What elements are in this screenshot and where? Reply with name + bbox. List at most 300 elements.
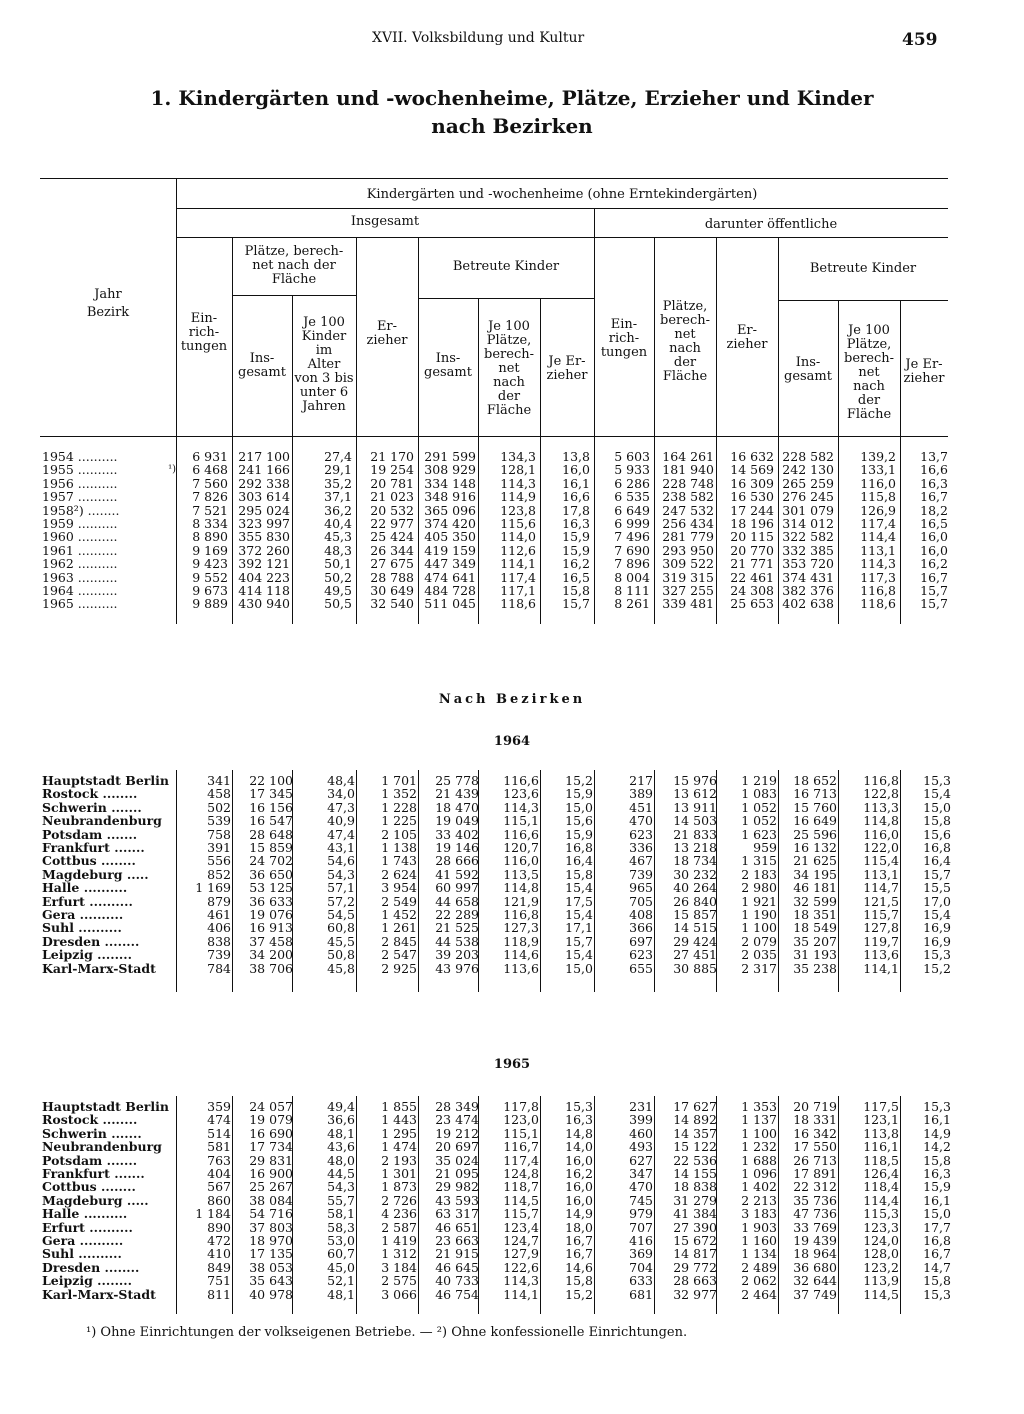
cell-betreute-je-erzieher: 18,0 — [565, 1219, 593, 1235]
cell-oe-einrichtungen: 704 — [629, 1259, 653, 1275]
cell-betreute-insgesamt: 46 651 — [435, 1219, 479, 1235]
cell-oe-erzieher: 24 308 — [730, 583, 774, 599]
table-row — [40, 1247, 951, 1260]
cell-oe-einrichtungen: 231 — [629, 1099, 653, 1114]
cell-plaetze-je-100-kinder: 54,5 — [327, 907, 355, 923]
cell-row-label: Cottbus ........ — [42, 1179, 136, 1195]
cell-row-label: 1965 .......... — [42, 596, 118, 612]
cell-betreute-je-erzieher: 14,8 — [565, 1125, 593, 1141]
cell-row-label: 1954 .......... — [42, 449, 118, 464]
cell-oe-plaetze: 30 232 — [673, 866, 717, 882]
cell-plaetze-je-100-kinder: 54,6 — [327, 853, 355, 869]
cell-betreute-insgesamt: 291 599 — [424, 449, 476, 464]
cell-oe-einrichtungen: 739 — [629, 866, 653, 882]
cell-oe-plaetze: 30 885 — [673, 960, 717, 976]
cell-erzieher: 1 295 — [381, 1125, 417, 1141]
cell-oe-erzieher: 1 232 — [741, 1139, 777, 1155]
cell-oe-erzieher: 1 623 — [741, 826, 777, 842]
cell-footnote-mark — [166, 477, 176, 490]
cell-plaetze-je-100-kinder: 49,5 — [324, 583, 352, 599]
table-row — [40, 774, 951, 787]
cell-oe-plaetze: 29 424 — [673, 933, 717, 949]
cell-oe-betreute-je-erzieher: 15,9 — [923, 1179, 951, 1195]
cell-einrichtungen: 514 — [207, 1125, 231, 1141]
cell-betreute-insgesamt: 19 212 — [435, 1125, 479, 1141]
cell-footnote-mark — [169, 841, 179, 854]
cell-footnote-mark — [169, 1247, 179, 1260]
cell-oe-plaetze: 14 515 — [673, 920, 717, 936]
table-row — [40, 1234, 951, 1247]
cell-plaetze-je-100-kinder: 47,4 — [327, 826, 355, 842]
cell-erzieher: 4 236 — [381, 1206, 417, 1222]
table-row — [40, 490, 948, 503]
cell-oe-betreute-insgesamt: 31 193 — [793, 947, 837, 963]
cell-betreute-je-erzieher: 14,9 — [565, 1206, 593, 1222]
cell-plaetze-insgesamt: 36 633 — [249, 893, 293, 909]
cell-row-label: Rostock ........ — [42, 786, 138, 802]
cell-plaetze-insgesamt: 16 547 — [249, 813, 293, 829]
cell-oe-plaetze: 14 817 — [673, 1246, 717, 1262]
cell-footnote-mark — [169, 1221, 179, 1234]
cell-row-label: 1964 .......... — [42, 583, 118, 599]
header-betreute-ins: Ins- gesamt — [424, 351, 472, 380]
cell-betreute-insgesamt: 23 474 — [435, 1112, 479, 1128]
cell-row-label: Erfurt .......... — [42, 1219, 133, 1235]
cell-oe-erzieher: 25 653 — [730, 596, 774, 612]
cell-einrichtungen: 758 — [207, 826, 231, 842]
cell-row-label: Dresden ........ — [42, 1259, 140, 1275]
cell-oe-erzieher: 1 052 — [741, 799, 777, 815]
cell-oe-betreute-insgesamt: 15 760 — [793, 799, 837, 815]
cell-footnote-mark — [169, 962, 179, 975]
cell-oe-betreute-je-100-plaetze: 117,3 — [860, 569, 896, 585]
table-row — [40, 1288, 951, 1301]
cell-oe-erzieher: 1 219 — [741, 773, 777, 788]
header-rule-3 — [176, 237, 948, 238]
cell-betreute-je-100-plaetze: 120,7 — [503, 840, 539, 856]
cell-footnote-mark — [169, 828, 179, 841]
cell-betreute-je-erzieher: 15,2 — [565, 1286, 593, 1302]
cell-oe-betreute-insgesamt: 16 649 — [793, 813, 837, 829]
cell-oe-einrichtungen: 470 — [629, 813, 653, 829]
cell-betreute-je-100-plaetze: 128,1 — [500, 462, 536, 478]
cell-betreute-je-erzieher: 16,3 — [565, 1112, 593, 1128]
table-row — [40, 921, 951, 934]
cell-row-label: 1955 .......... — [42, 462, 118, 478]
cell-erzieher: 1 743 — [381, 853, 417, 869]
cell-plaetze-je-100-kinder: 45,8 — [327, 960, 355, 976]
cell-oe-einrichtungen: 493 — [629, 1139, 653, 1155]
table-row — [40, 1221, 951, 1234]
cell-plaetze-je-100-kinder: 43,1 — [327, 840, 355, 856]
cell-oe-betreute-je-erzieher: 16,2 — [920, 556, 948, 572]
cell-einrichtungen: 860 — [207, 1192, 231, 1208]
table-1964 — [40, 774, 951, 975]
cell-plaetze-je-100-kinder: 40,9 — [327, 813, 355, 829]
cell-betreute-je-100-plaetze: 127,3 — [503, 920, 539, 936]
cell-footnote-mark — [169, 1127, 179, 1140]
cell-einrichtungen: 539 — [207, 813, 231, 829]
cell-betreute-insgesamt: 44 538 — [435, 933, 479, 949]
cell-oe-einrichtungen: 7 496 — [614, 529, 650, 545]
cell-footnote-mark — [166, 490, 176, 503]
table-row — [40, 1113, 951, 1126]
cell-plaetze-je-100-kinder: 54,3 — [327, 866, 355, 882]
table-row — [40, 854, 951, 867]
cell-einrichtungen: 8 334 — [192, 516, 228, 532]
cell-oe-einrichtungen: 369 — [629, 1246, 653, 1262]
cell-oe-betreute-je-erzieher: 14,7 — [923, 1259, 951, 1275]
cell-erzieher: 1 261 — [381, 920, 417, 936]
cell-oe-betreute-je-100-plaetze: 113,3 — [863, 799, 899, 815]
cell-oe-plaetze: 228 748 — [662, 475, 714, 491]
cell-row-label: 1958²) ........ — [42, 502, 120, 518]
cell-oe-plaetze: 256 434 — [662, 516, 714, 532]
cell-betreute-je-100-plaetze: 117,1 — [500, 583, 536, 599]
cell-betreute-je-100-plaetze: 123,6 — [503, 786, 539, 802]
cell-erzieher: 21 170 — [370, 449, 414, 464]
cell-betreute-je-erzieher: 16,0 — [565, 1152, 593, 1168]
cell-oe-einrichtungen: 707 — [629, 1219, 653, 1235]
cell-oe-betreute-je-100-plaetze: 126,9 — [860, 502, 896, 518]
cell-oe-betreute-insgesamt: 18 331 — [793, 1112, 837, 1128]
cell-betreute-je-erzieher: 15,4 — [565, 947, 593, 963]
cell-plaetze-insgesamt: 16 913 — [249, 920, 293, 936]
cell-oe-betreute-insgesamt: 18 549 — [793, 920, 837, 936]
cell-betreute-je-erzieher: 16,0 — [565, 1179, 593, 1195]
cell-betreute-je-erzieher: 15,7 — [565, 933, 593, 949]
cell-plaetze-insgesamt: 303 614 — [238, 489, 290, 505]
cell-footnote-mark — [169, 1274, 179, 1287]
cell-einrichtungen: 474 — [207, 1112, 231, 1128]
cell-oe-plaetze: 27 451 — [673, 947, 717, 963]
cell-betreute-insgesamt: 41 592 — [435, 866, 479, 882]
cell-plaetze-insgesamt: 16 900 — [249, 1166, 293, 1182]
stub-header: Jahr Bezirk — [86, 287, 130, 320]
cell-oe-betreute-je-erzieher: 15,4 — [923, 907, 951, 923]
cell-oe-betreute-je-erzieher: 15,3 — [923, 1099, 951, 1114]
cell-plaetze-insgesamt: 372 260 — [238, 542, 290, 558]
cell-einrichtungen: 9 673 — [192, 583, 228, 599]
cell-einrichtungen: 1 169 — [195, 880, 231, 896]
cell-footnote-mark — [169, 935, 179, 948]
cell-betreute-je-erzieher: 15,8 — [565, 1273, 593, 1289]
cell-plaetze-je-100-kinder: 48,4 — [327, 773, 355, 788]
cell-row-label: Hauptstadt Berlin — [42, 1099, 169, 1114]
cell-oe-erzieher: 1 190 — [741, 907, 777, 923]
cell-oe-erzieher: 2 213 — [741, 1192, 777, 1208]
cell-oe-plaetze: 18 734 — [673, 853, 717, 869]
cell-oe-betreute-insgesamt: 228 582 — [782, 449, 834, 464]
header-rule-2 — [176, 208, 948, 209]
cell-oe-betreute-je-erzieher: 15,5 — [923, 880, 951, 896]
cell-betreute-insgesamt: 33 402 — [435, 826, 479, 842]
header-darunter: darunter öffentliche — [704, 217, 838, 232]
cell-oe-erzieher: 18 196 — [730, 516, 774, 532]
cell-betreute-je-erzieher: 15,0 — [565, 960, 593, 976]
cell-plaetze-insgesamt: 34 200 — [249, 947, 293, 963]
cell-oe-erzieher: 959 — [753, 840, 777, 856]
cell-oe-plaetze: 13 911 — [673, 799, 717, 815]
cell-plaetze-insgesamt: 35 643 — [249, 1273, 293, 1289]
cell-oe-erzieher: 1 083 — [741, 786, 777, 802]
cell-oe-einrichtungen: 8 261 — [614, 596, 650, 612]
cell-betreute-insgesamt: 28 349 — [435, 1099, 479, 1114]
cell-footnote-mark — [166, 597, 176, 610]
cell-oe-betreute-insgesamt: 16 132 — [793, 840, 837, 856]
cell-einrichtungen: 9 169 — [192, 542, 228, 558]
cell-plaetze-je-100-kinder: 45,5 — [327, 933, 355, 949]
section-1964: 1964 — [493, 734, 531, 749]
cell-betreute-je-100-plaetze: 114,3 — [503, 1273, 539, 1289]
cell-footnote-mark — [169, 1140, 179, 1153]
cell-oe-betreute-je-100-plaetze: 122,8 — [863, 786, 899, 802]
cell-betreute-insgesamt: 447 349 — [424, 556, 476, 572]
cell-oe-einrichtungen: 7 690 — [614, 542, 650, 558]
cell-oe-betreute-je-erzieher: 15,7 — [923, 866, 951, 882]
cell-betreute-je-100-plaetze: 115,1 — [503, 1125, 539, 1141]
cell-betreute-insgesamt: 63 317 — [435, 1206, 479, 1222]
cell-footnote-mark — [166, 544, 176, 557]
cell-betreute-je-erzieher: 16,0 — [562, 462, 590, 478]
table-row — [40, 1180, 951, 1193]
cell-oe-plaetze: 31 279 — [673, 1192, 717, 1208]
cell-betreute-insgesamt: 35 024 — [435, 1152, 479, 1168]
cell-einrichtungen: 9 552 — [192, 569, 228, 585]
cell-oe-betreute-je-erzieher: 15,8 — [923, 1273, 951, 1289]
cell-footnote-mark — [166, 504, 176, 517]
cell-oe-erzieher: 16 632 — [730, 449, 774, 464]
cell-oe-betreute-je-100-plaetze: 123,3 — [863, 1219, 899, 1235]
cell-plaetze-insgesamt: 24 057 — [249, 1099, 293, 1114]
cell-plaetze-insgesamt: 25 267 — [249, 1179, 293, 1195]
cell-betreute-je-100-plaetze: 114,0 — [500, 529, 536, 545]
cell-oe-betreute-insgesamt: 314 012 — [782, 516, 834, 532]
cell-plaetze-je-100-kinder: 49,4 — [327, 1099, 355, 1114]
cell-einrichtungen: 359 — [207, 1099, 231, 1114]
cell-oe-betreute-je-erzieher: 15,7 — [920, 596, 948, 612]
cell-footnote-mark — [169, 1154, 179, 1167]
cell-erzieher: 1 701 — [381, 773, 417, 788]
cell-oe-betreute-je-100-plaetze: 121,5 — [863, 893, 899, 909]
cell-einrichtungen: 6 931 — [192, 449, 228, 464]
cell-oe-betreute-je-100-plaetze: 114,1 — [863, 960, 899, 976]
cell-row-label: Potsdam ....... — [42, 1152, 138, 1168]
cell-erzieher: 3 066 — [381, 1286, 417, 1302]
cell-oe-betreute-je-100-plaetze: 128,0 — [863, 1246, 899, 1262]
cell-erzieher: 2 624 — [381, 866, 417, 882]
cell-betreute-je-100-plaetze: 123,0 — [503, 1112, 539, 1128]
cell-oe-erzieher: 1 903 — [741, 1219, 777, 1235]
cell-betreute-je-100-plaetze: 115,6 — [500, 516, 536, 532]
cell-oe-betreute-je-100-plaetze: 113,8 — [863, 1125, 899, 1141]
cell-oe-einrichtungen: 6 649 — [614, 502, 650, 518]
cell-oe-betreute-insgesamt: 374 431 — [782, 569, 834, 585]
cell-erzieher: 1 452 — [381, 907, 417, 923]
cell-betreute-je-erzieher: 16,7 — [565, 1246, 593, 1262]
cell-oe-erzieher: 1 096 — [741, 1166, 777, 1182]
cell-plaetze-insgesamt: 355 830 — [238, 529, 290, 545]
cell-betreute-je-100-plaetze: 124,7 — [503, 1233, 539, 1249]
cell-oe-betreute-je-100-plaetze: 118,6 — [860, 596, 896, 612]
cell-oe-betreute-je-erzieher: 16,8 — [923, 840, 951, 856]
cell-einrichtungen: 6 468 — [192, 462, 228, 478]
cell-plaetze-je-100-kinder: 35,2 — [324, 475, 352, 491]
cell-betreute-je-100-plaetze: 114,9 — [500, 489, 536, 505]
cell-betreute-je-100-plaetze: 114,1 — [503, 1286, 539, 1302]
cell-oe-plaetze: 41 384 — [673, 1206, 717, 1222]
cell-einrichtungen: 461 — [207, 907, 231, 923]
header-je100-plaetze: Je 100 Plätze, berech- net nach der Fläche — [484, 319, 534, 418]
cell-oe-betreute-je-erzieher: 17,7 — [923, 1219, 951, 1235]
cell-oe-einrichtungen: 5 603 — [614, 449, 650, 464]
cell-oe-einrichtungen: 623 — [629, 947, 653, 963]
cell-plaetze-je-100-kinder: 37,1 — [324, 489, 352, 505]
cell-oe-betreute-insgesamt: 19 439 — [793, 1233, 837, 1249]
cell-oe-erzieher: 1 353 — [741, 1099, 777, 1114]
cell-row-label: Frankfurt ....... — [42, 1166, 145, 1182]
cell-betreute-je-erzieher: 15,7 — [562, 596, 590, 612]
cell-oe-plaetze: 14 357 — [673, 1125, 717, 1141]
cell-oe-betreute-je-100-plaetze: 113,1 — [863, 866, 899, 882]
table-row — [40, 557, 948, 570]
cell-oe-betreute-insgesamt: 16 713 — [793, 786, 837, 802]
cell-betreute-je-100-plaetze: 117,4 — [503, 1152, 539, 1168]
cell-einrichtungen: 9 889 — [192, 596, 228, 612]
cell-oe-einrichtungen: 470 — [629, 1179, 653, 1195]
cell-row-label: Neubrandenburg — [42, 1139, 162, 1155]
table-row — [40, 895, 951, 908]
cell-oe-betreute-je-100-plaetze: 114,4 — [863, 1192, 899, 1208]
cell-oe-betreute-je-erzieher: 16,4 — [923, 853, 951, 869]
page-header: XVII. Volksbildung und Kultur — [372, 30, 585, 46]
header-je100-kinder: Je 100 Kinder im Alter von 3 bis unter 6 Jahren — [294, 315, 354, 414]
cell-oe-betreute-je-100-plaetze: 116,0 — [863, 826, 899, 842]
cell-oe-betreute-insgesamt: 17 891 — [793, 1166, 837, 1182]
cell-plaetze-je-100-kinder: 50,5 — [324, 596, 352, 612]
cell-oe-plaetze: 21 833 — [673, 826, 717, 842]
table-row — [40, 1274, 951, 1287]
cell-erzieher: 2 925 — [381, 960, 417, 976]
cell-oe-betreute-insgesamt: 35 207 — [793, 933, 837, 949]
cell-row-label: 1959 .......... — [42, 516, 118, 532]
cell-betreute-je-erzieher: 16,3 — [562, 516, 590, 532]
cell-oe-plaetze: 15 857 — [673, 907, 717, 923]
cell-footnote-mark — [169, 774, 179, 787]
cell-oe-plaetze: 15 122 — [673, 1139, 717, 1155]
cell-oe-betreute-je-erzieher: 16,5 — [920, 516, 948, 532]
cell-betreute-insgesamt: 474 641 — [424, 569, 476, 585]
cell-betreute-insgesamt: 405 350 — [424, 529, 476, 545]
cell-oe-plaetze: 15 976 — [673, 773, 717, 788]
cell-erzieher: 2 726 — [381, 1192, 417, 1208]
cell-erzieher: 1 443 — [381, 1112, 417, 1128]
cell-oe-betreute-insgesamt: 402 638 — [782, 596, 834, 612]
cell-row-label: 1957 .......... — [42, 489, 118, 505]
header-oe-betreute-ins: Ins- gesamt — [784, 355, 832, 384]
cell-oe-erzieher: 1 160 — [741, 1233, 777, 1249]
cell-row-label: 1956 .......... — [42, 475, 118, 491]
cell-oe-betreute-je-100-plaetze: 114,7 — [863, 880, 899, 896]
cell-betreute-je-erzieher: 15,4 — [565, 907, 593, 923]
cell-erzieher: 21 023 — [370, 489, 414, 505]
cell-oe-plaetze: 14 892 — [673, 1112, 717, 1128]
cell-oe-erzieher: 14 569 — [730, 462, 774, 478]
header-plaetze-group: Plätze, berech- net nach der Fläche — [244, 244, 344, 287]
cell-oe-plaetze: 327 255 — [662, 583, 714, 599]
table-row — [40, 948, 951, 961]
cell-oe-betreute-je-erzieher: 15,8 — [923, 1152, 951, 1168]
cell-oe-betreute-je-100-plaetze: 117,5 — [863, 1099, 899, 1114]
cell-oe-erzieher: 1 134 — [741, 1246, 777, 1262]
cell-oe-einrichtungen: 697 — [629, 933, 653, 949]
cell-oe-erzieher: 22 461 — [730, 569, 774, 585]
cell-oe-betreute-je-erzieher: 16,1 — [923, 1112, 951, 1128]
cell-oe-betreute-je-erzieher: 16,1 — [923, 1192, 951, 1208]
cell-oe-erzieher: 2 079 — [741, 933, 777, 949]
cell-oe-plaetze: 15 672 — [673, 1233, 717, 1249]
cell-betreute-je-erzieher: 15,9 — [565, 786, 593, 802]
cell-oe-betreute-je-erzieher: 16,0 — [920, 542, 948, 558]
cell-einrichtungen: 9 423 — [192, 556, 228, 572]
cell-betreute-je-erzieher: 16,7 — [565, 1233, 593, 1249]
header-oe-erzieher: Er- zieher — [726, 323, 768, 352]
cell-oe-erzieher: 2 464 — [741, 1286, 777, 1302]
cell-row-label: Magdeburg ..... — [42, 866, 149, 882]
table-row — [40, 1261, 951, 1274]
cell-row-label: Potsdam ....... — [42, 826, 138, 842]
cell-erzieher: 19 254 — [370, 462, 414, 478]
cell-oe-einrichtungen: 408 — [629, 907, 653, 923]
cell-betreute-insgesamt: 46 754 — [435, 1286, 479, 1302]
cell-betreute-je-erzieher: 16,0 — [565, 1192, 593, 1208]
cell-footnote-mark — [166, 530, 176, 543]
cell-plaetze-insgesamt: 53 125 — [249, 880, 293, 896]
cell-oe-betreute-je-100-plaetze: 114,3 — [860, 556, 896, 572]
cell-betreute-je-erzieher: 17,8 — [562, 502, 590, 518]
cell-plaetze-insgesamt: 414 118 — [238, 583, 290, 599]
cell-oe-erzieher: 2 980 — [741, 880, 777, 896]
cell-betreute-insgesamt: 19 146 — [435, 840, 479, 856]
cell-oe-betreute-je-erzieher: 15,3 — [923, 773, 951, 788]
cell-oe-betreute-insgesamt: 35 238 — [793, 960, 837, 976]
cell-betreute-je-100-plaetze: 114,1 — [500, 556, 536, 572]
cell-plaetze-insgesamt: 323 997 — [238, 516, 290, 532]
cell-plaetze-insgesamt: 217 100 — [238, 449, 290, 464]
cell-plaetze-insgesamt: 16 156 — [249, 799, 293, 815]
cell-oe-betreute-je-100-plaetze: 118,5 — [863, 1152, 899, 1168]
cell-oe-plaetze: 28 663 — [673, 1273, 717, 1289]
cell-erzieher: 1 419 — [381, 1233, 417, 1249]
cell-erzieher: 1 301 — [381, 1166, 417, 1182]
cell-oe-plaetze: 40 264 — [673, 880, 717, 896]
cell-plaetze-insgesamt: 392 121 — [238, 556, 290, 572]
cell-oe-einrichtungen: 655 — [629, 960, 653, 976]
cell-betreute-je-100-plaetze: 121,9 — [503, 893, 539, 909]
table-years — [40, 450, 948, 611]
header-rule-plaetze — [232, 295, 356, 296]
cell-plaetze-insgesamt: 17 135 — [249, 1246, 293, 1262]
cell-erzieher: 1 312 — [381, 1246, 417, 1262]
cell-oe-betreute-je-100-plaetze: 133,1 — [860, 462, 896, 478]
cell-oe-erzieher: 1 137 — [741, 1112, 777, 1128]
cell-footnote-mark — [169, 814, 179, 827]
cell-oe-betreute-je-100-plaetze: 116,8 — [860, 583, 896, 599]
cell-erzieher: 1 474 — [381, 1139, 417, 1155]
cell-oe-einrichtungen: 7 896 — [614, 556, 650, 572]
cell-oe-betreute-je-100-plaetze: 139,2 — [860, 449, 896, 464]
cell-erzieher: 30 649 — [370, 583, 414, 599]
